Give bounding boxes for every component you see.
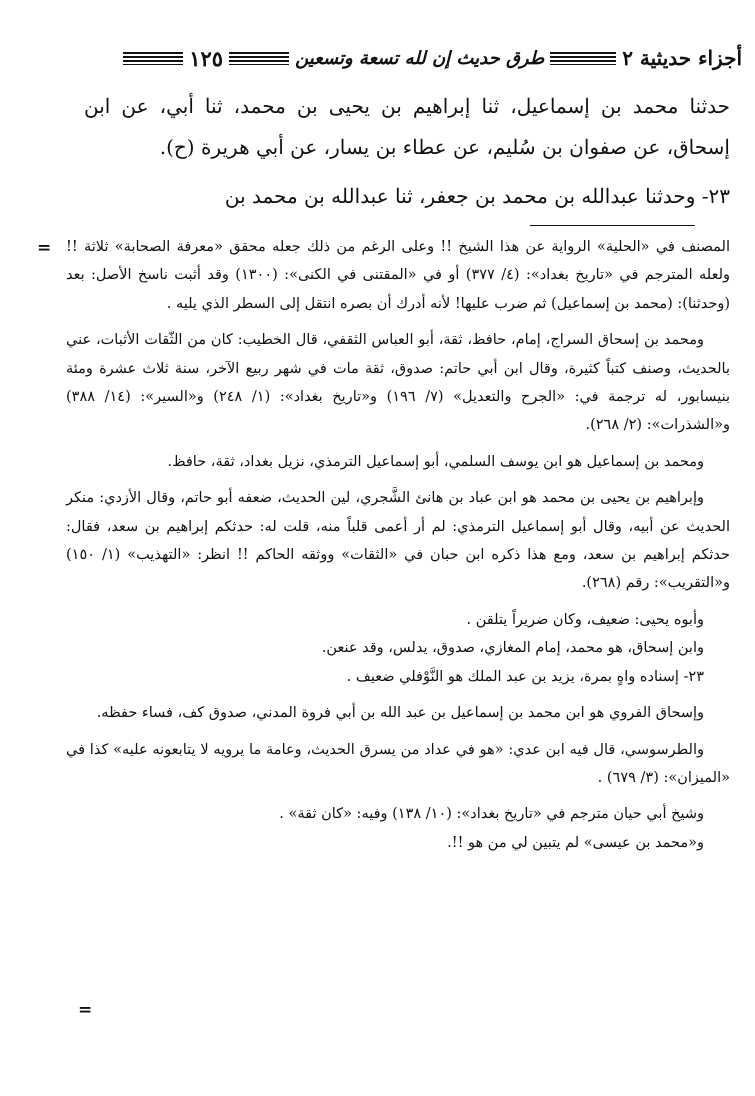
footnote-paragraph: ٢٣- إسناده واهٍ بمرة، يزيد بن عبد الملك هو النَّوْفلي ضعيف . <box>346 668 704 685</box>
footnote-paragraph: المصنف في «الحلية» الرواية عن هذا الشيخ !! وعلى الرغم من ذلك جعله محقق «معرفة الصحابة» ثلاثة !! ولعله المترجم في «تاريخ بغداد»: (٤/ ٣٧٧) أو في «المقتنى في الكنى»: (١٣٠٠) وقد أثبت ناسخ الأصل: بعد (وحدثنا): (محمد بن إسماعيل) ثم ضرب عليها! لأنه أدرك أن بصره انتقل إلى السطر الذي يليه . <box>66 239 731 312</box>
footnote-separator <box>530 225 695 226</box>
footnote-paragraph: ومحمد بن إسحاق السراج، إمام، حافظ، ثقة، أبو العباس الثقفي، قال الخطيب: كان من الثّقات الأثبات، عني بالحديث، وصنف كتباً كثيرة، وقال ابن أبي حاتم: صدوق، ثقة مات في شهر ربيع الآخر، سنة ثلاث عشرة ومئة بنيسابور، له ترجمة في: «الجرح والتعديل» (٧/ ١٩٦) و«تاريخ بغداد»: (١/ ٢٤٨) و«السير»: (١٤/ ٣٨٨) و«الشذرات»: (٢/ ٢٦٨). <box>66 332 730 434</box>
header-ornament-right <box>550 52 616 65</box>
main-paragraph-1: حدثنا محمد بن إسماعيل، ثنا إبراهيم بن يحيى بن محمد، ثنا أبي، عن ابن إسحاق، عن صفوان بن سُليم، عن عطاء بن يسار، عن أبي هريرة (ح). <box>84 94 730 159</box>
page-number: ١٢٥ <box>189 45 224 71</box>
footnotes <box>66 233 730 857</box>
footnote-paragraph: والطرسوسي، قال فيه ابن عدي: «هو في عداد من يسرق الحديث، وعامة ما يرويه لا يتابعونه عليه» كذا في «الميزان»: (٣/ ٦٧٩) . <box>66 741 730 786</box>
continuation-mark-top: = <box>37 238 52 258</box>
footnote-paragraph: و«محمد بن عيسى» لم يتبين لي من هو !!. <box>447 834 704 851</box>
series-title: أجزاء حديثية ٢ <box>622 46 742 70</box>
footnote-paragraph: وإبراهيم بن يحيى بن محمد هو ابن عباد بن هانئ الشَّجري، لين الحديث، ضعفه أبو حاتم، وقال الأزدي: منكر الحديث عن أبيه، وقال أبو إسماعيل الترمذي: لم أر أعمى قلباً منه، قلت له: حدثكم إبراهيم بن سعد، فقال: حدثكم إبراهيم بن سعد، ومع هذا ذكره ابن حبان في «الثقات» ووثقه الحاكم !! انظر: «التهذيب» (١/ ١٥٠) و«التقريب»: رقم (٢٦٨). <box>66 490 730 592</box>
main-paragraph-2: ٢٣- وحدثنا عبدالله بن محمد بن جعفر، ثنا عبدالله بن محمد بن <box>224 184 730 208</box>
footnote-paragraph: وإسحاق الفروي هو ابن محمد بن إسماعيل بن عبد الله بن أبي فروة المدني، صدوق كف، فساء حفظه. <box>96 705 704 722</box>
main-text <box>84 86 730 217</box>
continuation-mark-bottom: = <box>78 1000 93 1020</box>
running-header <box>96 36 742 80</box>
header-ornament-left <box>123 52 183 65</box>
footnote-paragraph: ومحمد بن إسماعيل هو ابن يوسف السلمي، أبو إسماعيل الترمذي، نزيل بغداد، ثقة، حافظ. <box>167 453 704 470</box>
book-title: طرق حديث إن لله تسعة وتسعين <box>295 47 545 69</box>
footnote-paragraph: وابن إسحاق، هو محمد، إمام المغازي، صدوق، يدلس، وقد عنعن. <box>321 640 704 657</box>
footnote-paragraph: وأبوه يحيى: ضعيف، وكان ضريراً يتلقن . <box>466 611 704 628</box>
footnote-paragraph: وشيخ أبي حيان مترجم في «تاريخ بغداد»: (١٠/ ١٣٨) وفيه: «كان ثقة» . <box>279 806 704 823</box>
header-ornament-middle <box>229 52 289 65</box>
